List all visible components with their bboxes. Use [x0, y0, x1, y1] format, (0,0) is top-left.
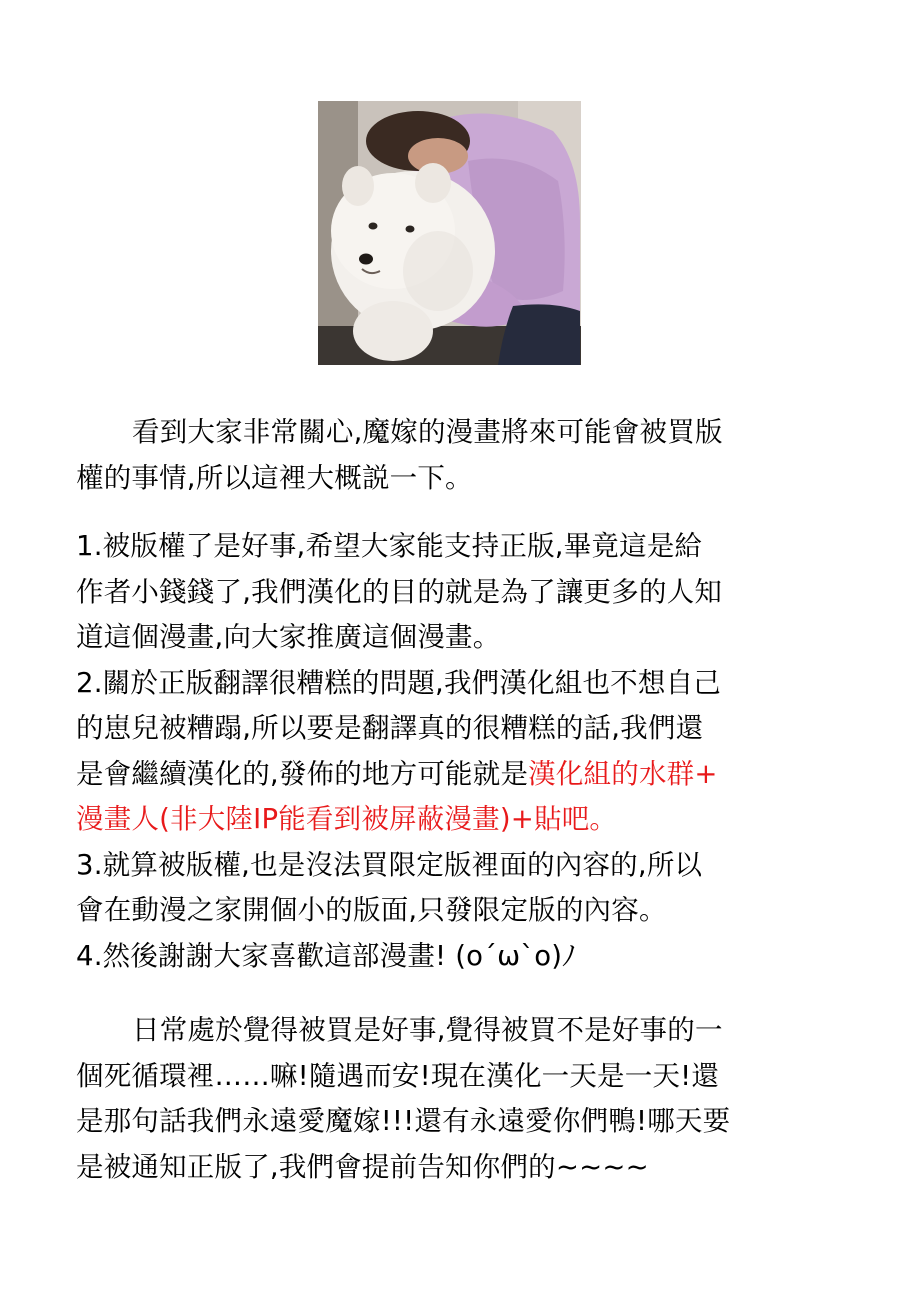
list-item-1 — [76, 524, 832, 661]
list-line: 會在動漫之家開個小的版面,只發限定版的內容。 — [76, 894, 667, 926]
dog-hug-illustration — [318, 101, 581, 365]
list-item-3 — [76, 843, 832, 934]
outro-line: 個死循環裡……嘛!隨遇而安!現在漢化一天是一天!還 — [76, 1059, 720, 1092]
dog-hug-photo — [318, 101, 581, 365]
list-line: 3.就算被版權,也是沒法買限定版裡面的內容的,所以 — [76, 848, 703, 881]
outro-line: 日常處於覺得被買是好事,覺得被買不是好事的一 — [132, 1014, 723, 1046]
list-line: 的崽兒被糟蹋,所以要是翻譯真的很糟糕的話,我們還 — [76, 712, 704, 744]
highlight-text: 漫畫人(非大陸IP能看到被屏蔽漫畫)+貼吧。 — [76, 803, 618, 835]
notice-list — [76, 524, 832, 979]
intro-line: 看到大家非常關心,魔嫁的漫畫將來可能會被買版 — [132, 416, 723, 448]
outro-paragraph — [76, 1008, 832, 1190]
list-line: 作者小錢錢了,我們漢化的目的就是為了讓更多的人知 — [76, 575, 723, 608]
list-line: 4.然後謝謝大家喜歡這部漫畫! (o´ω`o)ﾉ — [76, 939, 577, 972]
list-line: 道這個漫畫,向大家推廣這個漫畫。 — [76, 621, 501, 653]
intro-paragraph — [76, 410, 832, 501]
outro-line: 是被通知正版了,我們會提前告知你們的~~~~ — [76, 1150, 649, 1183]
list-text: 是會繼續漢化的,發佈的地方可能就是 — [76, 757, 529, 790]
list-item-2 — [76, 661, 832, 843]
list-line-mixed — [76, 752, 832, 798]
highlight-text: 漢化組的水群+ — [528, 757, 718, 790]
list-line: 2.關於正版翻譯很糟糕的問題,我們漢化組也不想自己 — [76, 666, 721, 699]
outro-line: 是那句話我們永遠愛魔嫁!!!還有永遠愛你們鴨!哪天要 — [76, 1105, 731, 1137]
list-item-4 — [76, 934, 832, 980]
list-line: 1.被版權了是好事,希望大家能支持正版,畢竟這是給 — [76, 530, 703, 562]
intro-line: 權的事情,所以這裡大概説一下。 — [76, 461, 473, 494]
